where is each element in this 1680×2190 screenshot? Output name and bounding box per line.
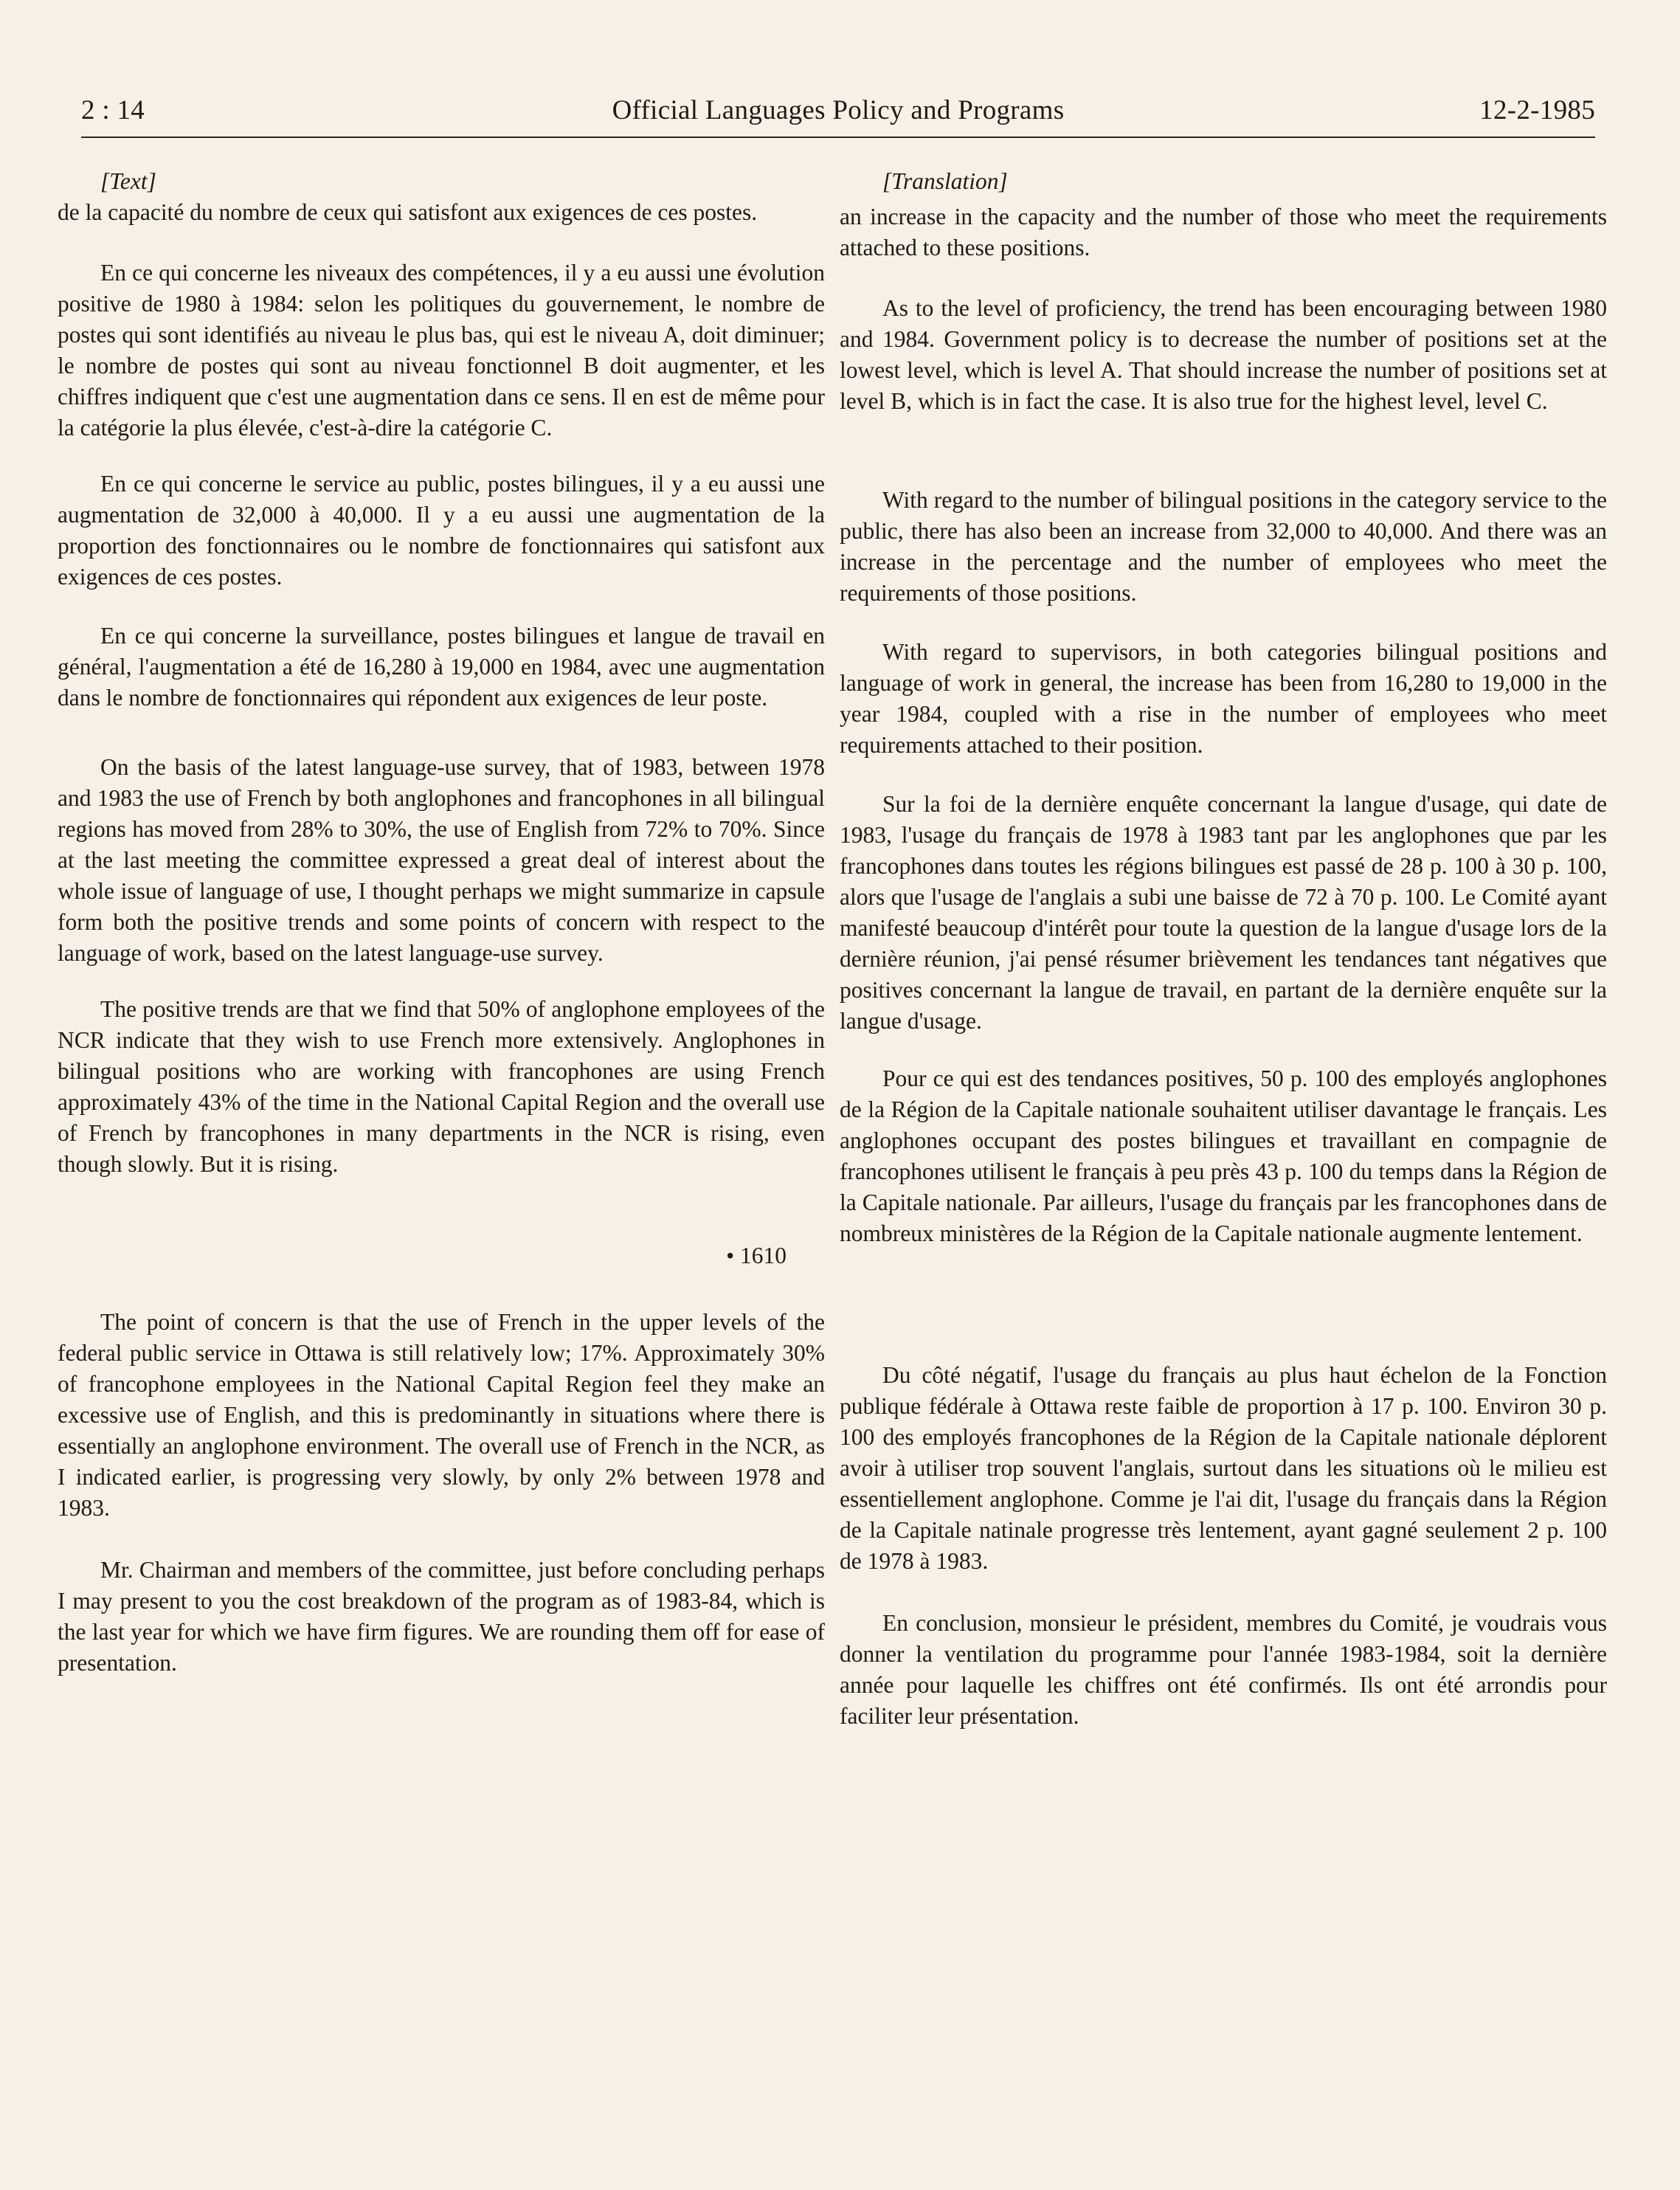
paragraph: The point of concern is that the use of French in the upper levels of the federal public service in Ottawa is still relatively low; 17%. Approximately 30% of francophone employees in the National Capital Region feel they make an excessive use of English, and this is predominantly in situations where there is essentially an anglophone environment. The overall use of French in the NCR, as I indicated earlier, is progressing very slowly, by only 2% between 1978 and 1983. bbox=[58, 1309, 825, 1521]
column-label-translation: [Translation] bbox=[882, 168, 1008, 194]
page-header bbox=[81, 85, 1595, 138]
paragraph: En conclusion, monsieur le président, membres du Comité, je voudrais vous donner la ventilation du programme pour l'année 1983-1984, soit la dernière année pour laquelle les chiffres ont été confirmés. Ils ont été arrondis pour faciliter leur présentation. bbox=[840, 1610, 1607, 1729]
paragraph: With regard to the number of bilingual positions in the category service to the public, there has also been an increase from 32,000 to 40,000. And there was an increase in the percentage and the number of employees who meet the requirements of those positions. bbox=[840, 487, 1607, 606]
paragraph: Du côté négatif, l'usage du français au plus haut échelon de la Fonction publique fédérale à Ottawa reste faible de proportion à 17 p. 100. Environ 30 p. 100 des employés francophones de la Région de la Capitale nationale déplorent avoir à utiliser trop souvent l'anglais, surtout dans les situations où le milieu est essentiellement anglophone. Comme je l'ai dit, l'usage du français dans la Région de la Capitale natinale progresse très lentement, ayant gagné seulement 2 p. 100 de 1978 à 1983. bbox=[840, 1362, 1607, 1574]
paragraph: En ce qui concerne la surveillance, postes bilingues et langue de travail en général, l'augmentation a été de 16,280 à 19,000 en 1984, avec une augmentation dans le nombre de fonctionnaires qui répondent aux exigences de leur poste. bbox=[58, 623, 825, 711]
paragraph: Sur la foi de la dernière enquête concernant la langue d'usage, qui date de 1983, l'usage du français de 1978 à 1983 tant par les anglophones que par les francophones dans toutes les régions bilingues est passé de 28 p. 100 à 30 p. 100, alors que l'usage de l'anglais a subi une baisse de 72 à 70 p. 100. Le Comité ayant manifesté beaucoup d'intérêt pour toute la question de la langue d'usage lors de la dernière réunion, j'ai pensé résumer brièvement les tendances tant négatives que positives concernant la langue de travail, en partant de la dernière enquête sur la langue d'usage. bbox=[840, 791, 1607, 1034]
time-marker: • 1610 bbox=[726, 1243, 787, 1268]
paragraph: As to the level of proficiency, the trend has been encouraging between 1980 and 1984. Government policy is to decrease the number of positions set at the lowest level, which is level A. That should increase the number of positions set at level B, which is in fact the case. It is also true for the highest level, level C. bbox=[840, 295, 1607, 414]
paragraph: an increase in the capacity and the number of those who meet the requirements attached to these positions. bbox=[840, 204, 1607, 260]
paragraph: On the basis of the latest language-use survey, that of 1983, between 1978 and 1983 the use of French by both anglophones and francophones in all bilingual regions has moved from 28% to 30%, the use of English from 72% to 70%. Since at the last meeting the committee expressed a great deal of interest about the whole issue of language of use, I thought perhaps we might summarize in capsule form both the positive trends and some points of concern with respect to the language of work, based on the latest language-use survey. bbox=[58, 754, 825, 966]
paragraph: The positive trends are that we find that 50% of anglophone employees of the NCR indicate that they wish to use French more extensively. Anglophones in bilingual positions who are working with francophones are using French approximately 43% of the time in the National Capital Region and the overall use of French by francophones in many departments in the NCR is rising, even though slowly. But it is rising. bbox=[58, 996, 825, 1177]
paragraph: With regard to supervisors, in both categories bilingual positions and language of work in general, the increase has been from 16,280 to 19,000 in the year 1984, coupled with a rise in the number of employees who meet requirements attached to their position. bbox=[840, 639, 1607, 758]
right-column bbox=[840, 166, 1607, 1732]
page-number: 2 : 14 bbox=[81, 95, 145, 125]
paragraph: Mr. Chairman and members of the committee, just before concluding perhaps I may present to you the cost breakdown of the program as of 1983-84, which is the last year for which we have firm figures. We are rounding them off for ease of presentation. bbox=[58, 1557, 825, 1676]
paragraph: En ce qui concerne le service au public, postes bilingues, il y a eu aussi une augmentation de 32,000 à 40,000. Il y a eu aussi une augmentation de la proportion des fonctionnaires ou le nombre de fonctionnaires qui satisfont aux exigences de ces postes. bbox=[58, 471, 825, 590]
paragraph: En ce qui concerne les niveaux des compétences, il y a eu aussi une évolution positive de 1980 à 1984: selon les politiques du gouvernement, le nombre de postes qui sont identifiés au niveau le plus bas, qui est le niveau A, doit diminuer; le nombre de postes qui sont au niveau fonctionnel B doit augmenter, et les chiffres indiquent que c'est une augmentation dans ce sens. Il en est de même pour la catégorie la plus élevée, c'est-à-dire la catégorie C. bbox=[58, 260, 825, 441]
paragraph: de la capacité du nombre de ceux qui satisfont aux exigences de ces postes. bbox=[58, 199, 758, 225]
column-label-text: [Text] bbox=[100, 168, 156, 194]
header-date: 12-2-1985 bbox=[1479, 95, 1595, 125]
paragraph: Pour ce qui est des tendances positives, 50 p. 100 des employés anglophones de la Région de la Capitale nationale souhaitent utiliser davantage le français. Les anglophones occupant des postes bilingues et travaillant en compagnie de francophones utilisent le français à peu près 43 p. 100 du temps dans la Région de la Capitale nationale. Par ailleurs, l'usage du français par les francophones dans de nombreux ministères de la Région de la Capitale nationale augmente lentement. bbox=[840, 1065, 1607, 1246]
running-title: Official Languages Policy and Programs bbox=[612, 95, 1065, 125]
left-column bbox=[58, 166, 825, 1679]
